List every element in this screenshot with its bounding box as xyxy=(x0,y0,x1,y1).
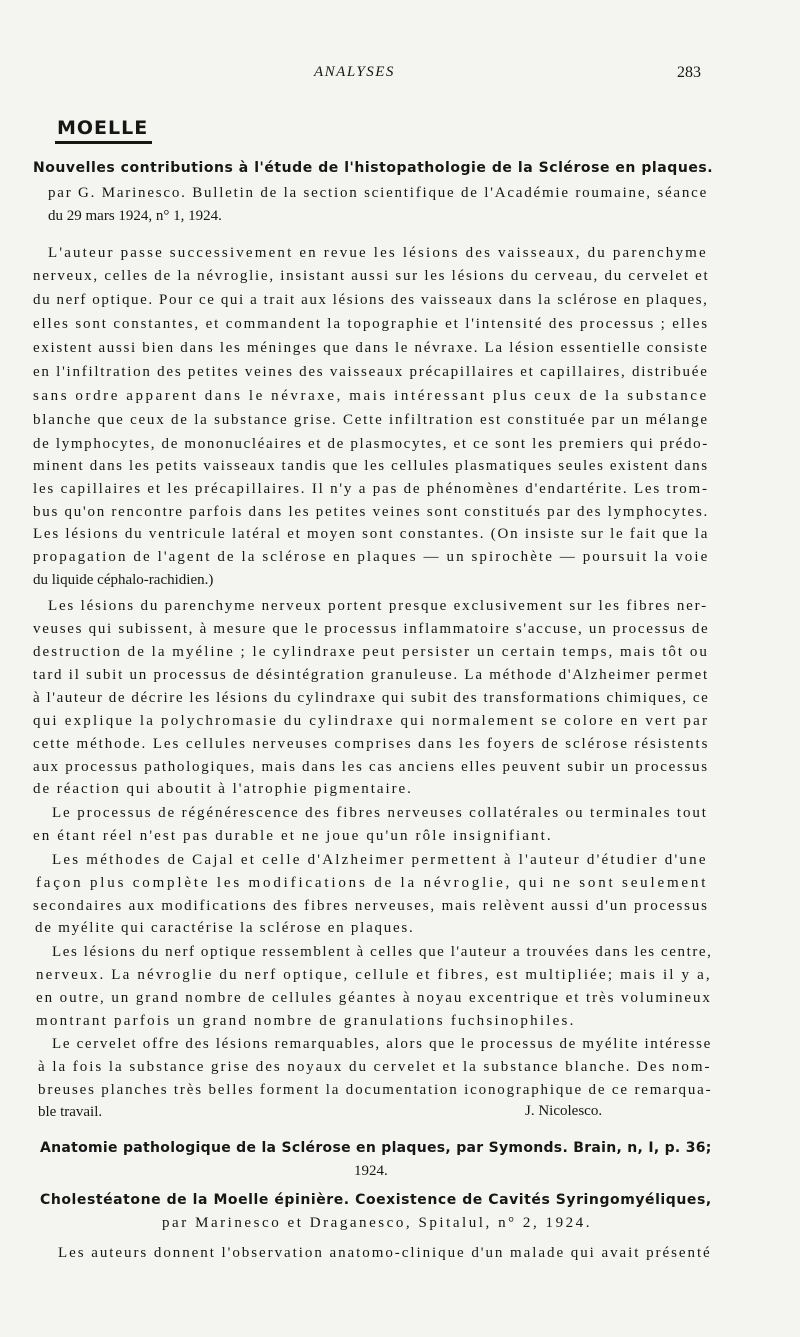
text-line: de myélite qui caractérise la sclérose en plaques. xyxy=(35,920,415,936)
reviewer-signature: J. Nicolesco. xyxy=(525,1103,603,1119)
text-line: à la fois la substance grise des noyaux du cervelet et la substance blanche. Des nom- xyxy=(38,1059,712,1075)
text-line: nerveux. La névroglie du nerf optique, cellule et fibres, est multipliée; mais il y a, xyxy=(36,967,712,983)
text-line: Les lésions du parenchyme nerveux portent presque exclusivement sur les fibres ner- xyxy=(48,598,708,614)
text-line: nerveux, celles de la névroglie, insistant aussi sur les lésions du cerveau, du cervelet et xyxy=(33,268,710,284)
text-line: à l'auteur de décrire les lésions du cylindraxe qui subit des transformations chimiques, ce xyxy=(33,690,710,706)
text-line: secondaires aux modifications des fibres nerveuses, mais relèvent aussi d'un processus xyxy=(33,898,709,914)
running-title: ANALYSES xyxy=(314,64,395,80)
text-line: blanche que ceux de la substance grise. Cette infiltration est constituée par un mélange xyxy=(33,412,709,428)
text-line: elles sont constantes, et commandent la topographie et l'intensité des processus ; elles xyxy=(33,316,709,332)
text-line: veuses qui subissent, à mesure que le processus inflammatoire s'accuse, un processus de xyxy=(33,621,710,637)
section-rule xyxy=(55,141,152,144)
review-title: Cholestéatone de la Moelle épinière. Coexistence de Cavités Syringomyéliques, xyxy=(40,1192,712,1208)
text-line: en étant réel n'est pas durable et ne joue qu'un rôle insignifiant. xyxy=(33,828,553,844)
text-line: sans ordre apparent dans le névraxe, mais intéressant plus ceux de la substance xyxy=(33,388,709,404)
text-line: du liquide céphalo-rachidien.) xyxy=(33,572,214,588)
citation-line: du 29 mars 1924, n° 1, 1924. xyxy=(48,208,222,224)
page-number: 283 xyxy=(677,64,701,81)
text-line: minent dans les petits vaisseaux tandis que les cellules plasmatiques seules existent dans xyxy=(33,458,709,474)
text-line: propagation de l'agent de la sclérose en plaques — un spirochète — poursuit la voie xyxy=(33,549,710,565)
text-line: en l'infiltration des petites veines des vaisseaux précapillaires et capillaires, distribuée xyxy=(33,364,709,380)
text-line: breuses planches très belles forment la documentation iconographique de ce remarqua- xyxy=(38,1082,713,1098)
text-line: Le cervelet offre des lésions remarquables, alors que le processus de myélite intéresse xyxy=(52,1036,712,1052)
text-line: existent aussi bien dans les méninges que dans le névraxe. La lésion essentielle consiste xyxy=(33,340,709,356)
text-line: bus qu'on rencontre parfois dans les petites veines sont constitués par des lymphocytes. xyxy=(33,504,710,520)
text-line: qui explique la polychromasie du cylindraxe qui normalement se colore en vert par xyxy=(33,713,710,729)
text-line: destruction de la myéline ; le cylindraxe peut persister un certain temps, mais tôt ou xyxy=(33,644,709,660)
text-line: tard il subit un processus de désintégration granuleuse. La méthode d'Alzheimer permet xyxy=(33,667,709,683)
text-line: ble travail. xyxy=(38,1104,103,1120)
text-line: L'auteur passe successivement en revue les lésions des vaisseaux, du parenchyme xyxy=(48,245,708,261)
review-title: Anatomie pathologique de la Sclérose en plaques, par Symonds. Brain, n, I, p. 36; xyxy=(40,1140,712,1156)
section-heading: MOELLE xyxy=(57,117,149,139)
text-line: du nerf optique. Pour ce qui a trait aux lésions des vaisseaux dans la sclérose en plaques, xyxy=(33,292,709,308)
text-line: Le processus de régénérescence des fibres nerveuses collatérales ou terminales tout xyxy=(52,805,708,821)
text-line: Les méthodes de Cajal et celle d'Alzheimer permettent à l'auteur d'étudier d'une xyxy=(52,852,708,868)
text-line: aux processus pathologiques, mais dans les cas anciens elles peuvent subir un processus xyxy=(33,759,709,775)
text-line: les capillaires et les précapillaires. Il n'y a pas de phénomènes d'endartérite. Les trom- xyxy=(33,481,709,497)
text-line: Les lésions du ventricule latéral et moyen sont constantes. (On insiste sur le fait que la xyxy=(33,526,710,542)
citation-line: par G. Marinesco. Bulletin de la section scientifique de l'Académie roumaine, séance xyxy=(48,185,709,201)
running-head xyxy=(0,64,800,86)
text-line: montrant parfois un grand nombre de granulations fuchsinophiles. xyxy=(36,1013,576,1029)
text-line: Les auteurs donnent l'observation anatomo-clinique d'un malade qui avait présenté xyxy=(58,1245,712,1261)
text-line: Les lésions du nerf optique ressemblent à celles que l'auteur a trouvées dans les centre, xyxy=(52,944,713,960)
text-line: cette méthode. Les cellules nerveuses comprises dans les foyers de sclérose résistents xyxy=(33,736,710,752)
citation-line: 1924. xyxy=(354,1163,388,1179)
text-line: façon plus complète les modifications de la névroglie, qui ne sont seulement xyxy=(36,875,709,891)
review-title: Nouvelles contributions à l'étude de l'histopathologie de la Sclérose en plaques. xyxy=(33,160,714,176)
text-line: de réaction qui aboutit à l'atrophie pigmentaire. xyxy=(33,781,413,797)
text-line: en outre, un grand nombre de cellules géantes à noyau excentrique et très volumineux xyxy=(36,990,712,1006)
citation-line: par Marinesco et Draganesco, Spitalul, n° 2, 1924. xyxy=(162,1215,593,1231)
text-line: de lymphocytes, de mononucléaires et de plasmocytes, et ce sont les premiers qui prédo- xyxy=(33,436,709,452)
